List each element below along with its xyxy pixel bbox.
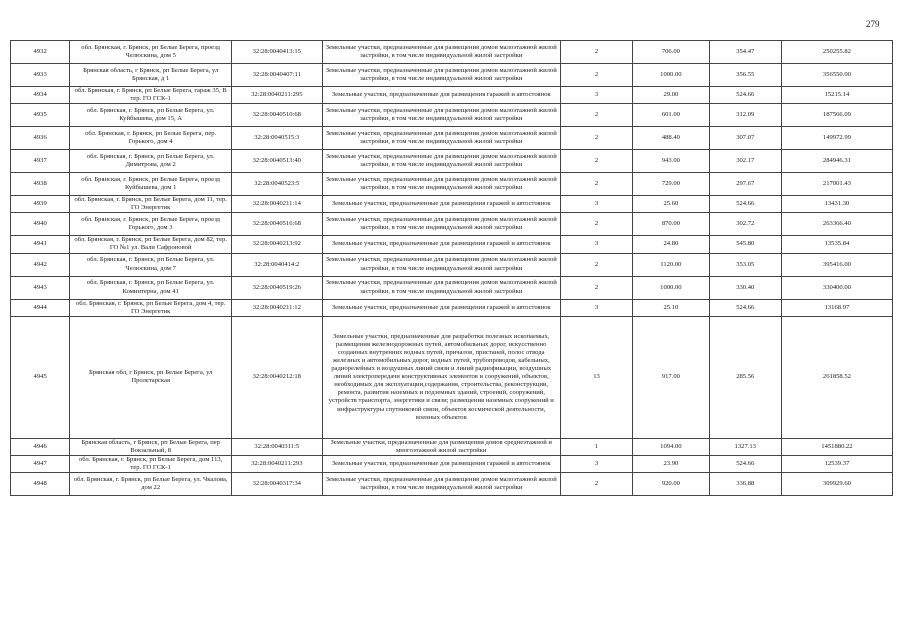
cadastral-value-cell: 395416.00 [781, 253, 892, 276]
group-cell: 2 [560, 213, 632, 236]
cadastral-value-cell: 15215.14 [781, 87, 892, 104]
address-cell: Брянская область, г Брянск, рп Белые Берега, пер Вокзальный, 8 [70, 438, 232, 455]
cadastral-number-cell: 32:28:0040510:68 [232, 104, 323, 127]
group-cell: 2 [560, 104, 632, 127]
address-cell: Брянская область, г Брянск, рп Белые Берега, ул Брянская, д 1 [70, 64, 232, 87]
table-row [11, 127, 893, 150]
group-cell: 2 [560, 150, 632, 173]
row-number: 4946 [11, 438, 70, 455]
row-number: 4945 [11, 316, 70, 438]
row-number: 4948 [11, 473, 70, 496]
permitted-use-cell: Земельные участки, предназначенные для размещения домов малоэтажной жилой застройки, в том числе индивидуальной жилой застройки [322, 473, 560, 496]
cadastral-number-cell: 32:28:0040211:14 [232, 196, 323, 213]
permitted-use-cell: Земельные участки, предназначенные для разработки полезных ископаемых, размещения железнодорожных путей, автомобильных дорог, искусственно созданных внутренних водных путей, причалов, пристаней, полос отвода железных и автомобильных дорог, водных путей, трубопроводов, кабельных, радиорелейных и воздушных линий связи и линий радиофикации, воздушных линий электропередачи конструктивных элементов и сооружений, объектов, необходимых для эксплуатации,содержания, строительства, реконструкции, ремонта, развития наземных и подземных зданий, строений, сооружений, устройств транспорта, энергетики и связи; размещения наземных сооружений и инфраструктуры спутниковой связи, объектов космической деятельности, военных объектов [322, 316, 560, 438]
cadastral-number-cell: 32:28:0040516:68 [232, 213, 323, 236]
area-cell: 1000.00 [633, 276, 710, 299]
address-cell: обл. Брянская, г. Брянск, рп Белые Берега, дом 4, тер. ГО Энергетик [70, 299, 232, 316]
specific-value-cell: 302.72 [709, 213, 781, 236]
page-number: 279 [866, 19, 880, 29]
area-cell: 24.80 [633, 236, 710, 253]
specific-value-cell: 297.67 [709, 173, 781, 196]
row-number: 4943 [11, 276, 70, 299]
permitted-use-cell: Земельные участки, предназначенные для размещения домов малоэтажной жилой застройки, в том числе индивидуальной жилой застройки [322, 64, 560, 87]
area-cell: 1120.00 [633, 253, 710, 276]
permitted-use-cell: Земельные участки, предназначенные для размещения домов малоэтажной жилой застройки, в том числе индивидуальной жилой застройки [322, 213, 560, 236]
area-cell: 23.90 [633, 455, 710, 472]
table-row [11, 455, 893, 472]
specific-value-cell: 336.88 [709, 473, 781, 496]
specific-value-cell: 330.40 [709, 276, 781, 299]
cadastral-number-cell: 32:28:0040407:11 [232, 64, 323, 87]
row-number: 4947 [11, 455, 70, 472]
group-cell: 2 [560, 473, 632, 496]
specific-value-cell: 1327.13 [709, 438, 781, 455]
cadastral-value-cell: 217001.43 [781, 173, 892, 196]
cadastral-number-cell: 32:28:0040212:18 [232, 316, 323, 438]
cadastral-value-cell: 309929.60 [781, 473, 892, 496]
address-cell: обл. Брянская, г. Брянск, рп Белые Берега, пер. Горького, дом 4 [70, 127, 232, 150]
area-cell: 917.00 [633, 316, 710, 438]
permitted-use-cell: Земельные участки, предназначенные для размещения домов малоэтажной жилой застройки, в том числе индивидуальной жилой застройки [322, 127, 560, 150]
permitted-use-cell: Земельные участки, предназначенные для размещения гаражей и автостоянок [322, 299, 560, 316]
cadastral-value-cell: 13535.84 [781, 236, 892, 253]
group-cell: 2 [560, 253, 632, 276]
address-cell: обл. Брянская, г. Брянск, рп Белые Берега, дом 113, тер. ГО ГСК-1 [70, 455, 232, 472]
cadastral-value-cell: 330400.00 [781, 276, 892, 299]
row-number: 4942 [11, 253, 70, 276]
group-cell: 3 [560, 455, 632, 472]
address-cell: обл. Брянская, г. Брянск, рп Белые Берега, проезд Куйбышева, дом 1 [70, 173, 232, 196]
specific-value-cell: 545.80 [709, 236, 781, 253]
area-cell: 488.40 [633, 127, 710, 150]
address-cell: обл. Брянская, г. Брянск, рп Белые Берега, ул. Челюскина, дом 7 [70, 253, 232, 276]
row-number: 4935 [11, 104, 70, 127]
cadastral-value-cell: 149972.99 [781, 127, 892, 150]
row-number: 4938 [11, 173, 70, 196]
row-number: 4937 [11, 150, 70, 173]
group-cell: 3 [560, 236, 632, 253]
cadastral-number-cell: 32:28:0040513:40 [232, 150, 323, 173]
area-cell: 25.10 [633, 299, 710, 316]
group-cell: 2 [560, 127, 632, 150]
group-cell: 3 [560, 87, 632, 104]
group-cell: 3 [560, 299, 632, 316]
table-row [11, 104, 893, 127]
cadastral-value-cell: 187566.09 [781, 104, 892, 127]
cadastral-value-cell: 13168.97 [781, 299, 892, 316]
group-cell: 3 [560, 196, 632, 213]
table-row [11, 87, 893, 104]
specific-value-cell: 285.56 [709, 316, 781, 438]
cadastral-value-cell: 12539.37 [781, 455, 892, 472]
area-cell: 729.00 [633, 173, 710, 196]
cadastral-number-cell: 32:28:0040519:26 [232, 276, 323, 299]
group-cell: 2 [560, 173, 632, 196]
registry-body [11, 41, 893, 496]
cadastral-number-cell: 32:28:0040523:5 [232, 173, 323, 196]
area-cell: 1094.00 [633, 438, 710, 455]
table-row [11, 236, 893, 253]
specific-value-cell: 312.09 [709, 104, 781, 127]
table-row [11, 438, 893, 455]
area-cell: 943.00 [633, 150, 710, 173]
table-row [11, 276, 893, 299]
table-row [11, 150, 893, 173]
cadastral-number-cell: 32:28:0040211:293 [232, 455, 323, 472]
permitted-use-cell: Земельные участки, предназначенные для размещения домов малоэтажной жилой застройки, в том числе индивидуальной жилой застройки [322, 173, 560, 196]
cadastral-value-cell: 13431.30 [781, 196, 892, 213]
area-cell: 25.60 [633, 196, 710, 213]
specific-value-cell: 524.66 [709, 455, 781, 472]
address-cell: Брянская обл, г Брянск, рп Белые Берега, ул Пролетарская [70, 316, 232, 438]
specific-value-cell: 353.05 [709, 253, 781, 276]
group-cell: 1 [560, 438, 632, 455]
table-row [11, 213, 893, 236]
cadastral-number-cell: 32:28:0040311:5 [232, 438, 323, 455]
area-cell: 870.00 [633, 213, 710, 236]
row-number: 4939 [11, 196, 70, 213]
cadastral-number-cell: 32:28:0040414:2 [232, 253, 323, 276]
area-cell: 920.00 [633, 473, 710, 496]
table-row [11, 299, 893, 316]
specific-value-cell: 302.17 [709, 150, 781, 173]
table-row [11, 316, 893, 438]
permitted-use-cell: Земельные участки, предназначенные для размещения домов малоэтажной жилой застройки, в том числе индивидуальной жилой застройки [322, 150, 560, 173]
permitted-use-cell: Земельные участки, предназначенные для размещения домов малоэтажной жилой застройки, в том числе индивидуальной жилой застройки [322, 104, 560, 127]
address-cell: обл. Брянская, г. Брянск, рп Белые Берега, ул. Коминтерна, дом 41 [70, 276, 232, 299]
address-cell: обл. Брянская, г. Брянск, рп Белые Берега, гараж 35, В тер. ГО ГСК-1 [70, 87, 232, 104]
cadastral-number-cell: 32:28:0040515:3 [232, 127, 323, 150]
address-cell: обл. Брянская, г. Брянск, рп Белые Берега, проезд Челюскина, дом 5 [70, 41, 232, 64]
cadastral-value-cell: 263366.40 [781, 213, 892, 236]
table-row [11, 473, 893, 496]
group-cell: 13 [560, 316, 632, 438]
cadastral-number-cell: 32:28:0040211:295 [232, 87, 323, 104]
specific-value-cell: 307.07 [709, 127, 781, 150]
table-row [11, 253, 893, 276]
permitted-use-cell: Земельные участки, предназначенные для размещения гаражей и автостоянок [322, 87, 560, 104]
area-cell: 29.00 [633, 87, 710, 104]
cadastral-value-cell: 261858.52 [781, 316, 892, 438]
permitted-use-cell: Земельные участки, предназначенные для размещения гаражей и автостоянок [322, 196, 560, 213]
address-cell: обл. Брянская, г. Брянск, рп Белые Берега, ул. Чкалова, дом 22 [70, 473, 232, 496]
row-number: 4940 [11, 213, 70, 236]
permitted-use-cell: Земельные участки, предназначенные для размещения домов малоэтажной жилой застройки, в том числе индивидуальной жилой застройки [322, 41, 560, 64]
cadastral-number-cell: 32:28:0040211:12 [232, 299, 323, 316]
permitted-use-cell: Земельные участки, предназначенные для размещения домов малоэтажной жилой застройки, в том числе индивидуальной жилой застройки [322, 253, 560, 276]
row-number: 4944 [11, 299, 70, 316]
specific-value-cell: 524.66 [709, 299, 781, 316]
address-cell: обл. Брянская, г. Брянск, рп Белые Берега, проезд Горького, дом 3 [70, 213, 232, 236]
row-number: 4933 [11, 64, 70, 87]
permitted-use-cell: Земельные участки, предназначенные для размещения домов малоэтажной жилой застройки, в том числе индивидуальной жилой застройки [322, 276, 560, 299]
permitted-use-cell: Земельные участки, предназначенные для размещения гаражей и автостоянок [322, 455, 560, 472]
area-cell: 601.00 [633, 104, 710, 127]
row-number: 4936 [11, 127, 70, 150]
cadastral-number-cell: 32:28:0040213:92 [232, 236, 323, 253]
address-cell: обл. Брянская, г. Брянск, рп Белые Берега, дом 11, тер. ГО Энергетик [70, 196, 232, 213]
row-number: 4932 [11, 41, 70, 64]
address-cell: обл. Брянская, г. Брянск, рп Белые Берега, ул. Куйбышева, дом 15, А [70, 104, 232, 127]
address-cell: обл. Брянская, г. Брянск, рп Белые Берега, дом 82, тер. ГО №1 ул. Вали Сафроновой [70, 236, 232, 253]
permitted-use-cell: Земельные участки, предназначенные для размещения домов среднеэтажной и многоэтажной жилой застройки [322, 438, 560, 455]
specific-value-cell: 354.47 [709, 41, 781, 64]
cadastral-number-cell: 32:28:0040413:15 [232, 41, 323, 64]
group-cell: 2 [560, 64, 632, 87]
cadastral-value-cell: 356550.00 [781, 64, 892, 87]
table-row [11, 173, 893, 196]
table-row [11, 64, 893, 87]
land-registry-table [10, 40, 893, 496]
specific-value-cell: 356.55 [709, 64, 781, 87]
table-row [11, 196, 893, 213]
group-cell: 2 [560, 41, 632, 64]
cadastral-value-cell: 250255.82 [781, 41, 892, 64]
permitted-use-cell: Земельные участки, предназначенные для размещения гаражей и автостоянок [322, 236, 560, 253]
cadastral-value-cell: 1451880.22 [781, 438, 892, 455]
area-cell: 1000.00 [633, 64, 710, 87]
specific-value-cell: 524.66 [709, 87, 781, 104]
row-number: 4934 [11, 87, 70, 104]
row-number: 4941 [11, 236, 70, 253]
address-cell: обл. Брянская, г. Брянск, рп Белые Берега, ул. Димитрова, дом 2 [70, 150, 232, 173]
specific-value-cell: 524.66 [709, 196, 781, 213]
cadastral-number-cell: 32:28:0040317:34 [232, 473, 323, 496]
table-row [11, 41, 893, 64]
cadastral-value-cell: 284946.31 [781, 150, 892, 173]
group-cell: 2 [560, 276, 632, 299]
area-cell: 706.00 [633, 41, 710, 64]
